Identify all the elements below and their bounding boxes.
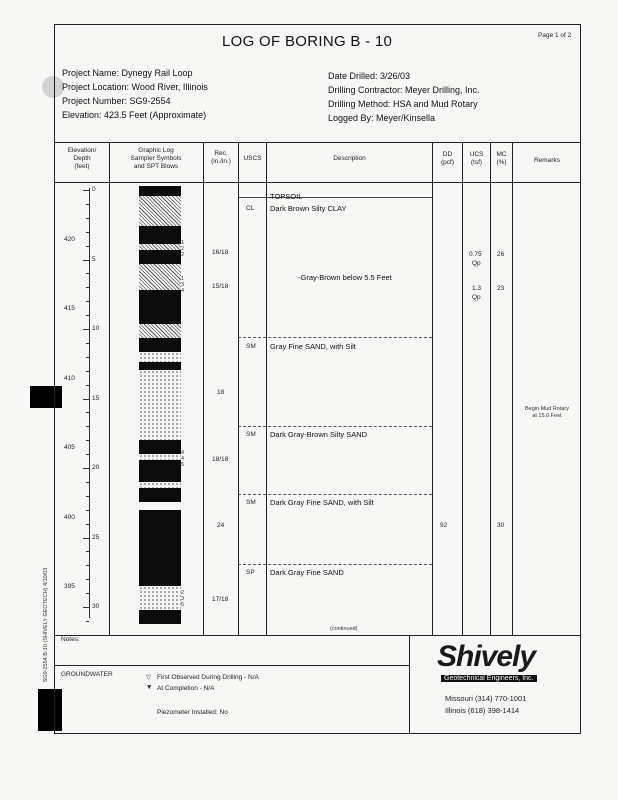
drilling-contractor: Drilling Contractor: Meyer Drilling, Inc. [328, 85, 480, 95]
sample-block [139, 250, 181, 264]
spt-blows: 4 4 5 [181, 450, 185, 468]
depth-tick [86, 524, 89, 525]
depth-tick [86, 287, 89, 288]
depth-tick [86, 301, 89, 302]
depth-tick [86, 273, 89, 274]
description-topsoil: TOPSOIL [270, 192, 303, 201]
phone-illinois: Illinois (618) 398-1414 [445, 706, 520, 715]
uscs-code: SM [246, 499, 256, 506]
sand-pattern [139, 370, 181, 440]
stratum-boundary [238, 337, 432, 338]
col-recovery: Rec. (in./in.) [211, 150, 231, 165]
depth-tick [86, 454, 89, 455]
col-graphic-log: Graphic Log Sampler Symbols and SPT Blows [130, 147, 182, 170]
groundwater-first: First Observed During Drilling - N/A [157, 674, 259, 681]
stratum-boundary [238, 197, 432, 198]
company-logo-sub: Geotechnical Engineers, Inc. [441, 675, 537, 682]
stratum-boundary [238, 564, 432, 565]
uscs-code: SM [246, 431, 256, 438]
depth-tick [83, 399, 89, 400]
ucs-value: 0.75 [469, 251, 482, 258]
sample-block [139, 226, 181, 244]
elevation-label: 420 [64, 236, 75, 243]
groundwater-completion-icon: ▼ [146, 684, 153, 691]
recovery-value: 18 [217, 389, 225, 396]
uscs-code: SM [246, 343, 256, 350]
sand-pattern [139, 352, 181, 362]
depth-tick [86, 315, 89, 316]
piezometer-installed: Piezometer Installed: No [157, 709, 228, 716]
ucs-qp: Qp [472, 294, 481, 301]
clay-hatch [139, 264, 181, 290]
project-number: Project Number: SG9-2554 [62, 96, 171, 106]
depth-tick [86, 246, 89, 247]
groundwater-completion: At Completion - N/A [157, 685, 215, 692]
recovery-value: 15/18 [212, 283, 229, 290]
description: Gray Fine SAND, with Silt [270, 342, 356, 351]
depth-tick [86, 440, 89, 441]
description: -Gray-Brown below 5.5 Feet [298, 273, 392, 282]
project-elevation: Elevation: 423.5 Feet (Approximate) [62, 110, 207, 120]
col-elev-depth: Elevation/ Depth (feet) [67, 147, 97, 170]
elevation-label: 410 [64, 375, 75, 382]
continued-note: (continued) [330, 626, 358, 632]
spt-blows: 1 3 4 [181, 276, 185, 294]
depth-label: 25 [92, 534, 100, 541]
depth-tick [86, 357, 89, 358]
col-uscs: USCS [243, 155, 262, 162]
spt-blows: 1 2 2 [181, 240, 185, 258]
depth-label: 30 [92, 603, 100, 610]
spt-blows: 2 3 5 [181, 590, 185, 608]
depth-tick [83, 190, 89, 191]
elevation-label: 400 [64, 514, 75, 521]
stratum-boundary [238, 494, 432, 495]
depth-tick [86, 204, 89, 205]
remark-mud-rotary: Begin Mud Rotary at 15.0 Feet [524, 406, 570, 419]
col-ucs: UCS (tsf) [469, 151, 484, 166]
col-description: Description [333, 155, 366, 162]
sample-block [139, 440, 181, 454]
logged-by: Logged By: Meyer/Kinsella [328, 113, 436, 123]
depth-tick [86, 482, 89, 483]
uscs-code: SP [246, 569, 255, 576]
sample-block [139, 362, 181, 370]
mc-value: 30 [497, 522, 505, 529]
description: Dark Gray-Brown Silty SAND [270, 430, 368, 439]
depth-tick [86, 510, 89, 511]
depth-tick [86, 232, 89, 233]
depth-axis [89, 188, 90, 618]
ucs-value: 1.3 [472, 285, 482, 292]
elevation-label: 395 [64, 583, 75, 590]
notes-label: Notes: [61, 636, 80, 643]
side-stamp: SG9-2554 B-10 (SHIVELY GEOTECH) 4/10/03 [43, 567, 49, 683]
depth-tick [86, 496, 89, 497]
clay-hatch [139, 196, 181, 226]
depth-tick [86, 426, 89, 427]
sample-block [139, 186, 181, 196]
depth-tick [86, 621, 89, 622]
depth-label: 15 [92, 395, 100, 402]
depth-tick [83, 468, 89, 469]
page-number: Page 1 of 2 [538, 32, 572, 39]
groundwater-first-icon: ▽ [146, 674, 151, 681]
depth-tick [83, 329, 89, 330]
sample-block [139, 610, 181, 624]
dd-value: 92 [440, 522, 448, 529]
groundwater-label: GROUNDWATER [61, 671, 113, 678]
clay-hatch [139, 324, 181, 338]
depth-tick [86, 385, 89, 386]
depth-tick [86, 551, 89, 552]
mc-value: 23 [497, 285, 505, 292]
project-name: Project Name: Dynegy Rail Loop [62, 68, 193, 78]
depth-tick [86, 218, 89, 219]
sample-block [139, 460, 181, 482]
recovery-value: 17/18 [212, 596, 229, 603]
depth-tick [83, 538, 89, 539]
depth-tick [86, 412, 89, 413]
recovery-value: 24 [217, 522, 225, 529]
depth-tick [86, 343, 89, 344]
uscs-code: CL [246, 205, 255, 212]
date-drilled: Date Drilled: 3/26/03 [328, 71, 411, 81]
sample-block [139, 510, 181, 586]
sample-block [139, 290, 181, 324]
recovery-value: 16/18 [212, 249, 229, 256]
report-title: LOG OF BORING B - 10 [222, 33, 393, 50]
col-remarks: Remarks [533, 157, 560, 164]
depth-label: 10 [92, 325, 100, 332]
form-frame [54, 24, 581, 734]
depth-label: 5 [92, 256, 96, 263]
elevation-label: 405 [64, 444, 75, 451]
description: Dark Gray Fine SAND [270, 568, 344, 577]
depth-tick [86, 579, 89, 580]
col-moisture: MC (%) [496, 151, 507, 166]
company-logo: Shively [437, 640, 536, 673]
ucs-qp: Qp [472, 260, 481, 267]
depth-label: 20 [92, 464, 100, 471]
description: Dark Brown Silty CLAY [270, 204, 347, 213]
sample-block [139, 338, 181, 352]
depth-tick [83, 260, 89, 261]
depth-tick [86, 565, 89, 566]
depth-label: 0 [92, 186, 96, 193]
depth-tick [86, 371, 89, 372]
recovery-value: 18/18 [212, 456, 229, 463]
col-dry-density: DD (pcf) [441, 151, 454, 166]
depth-tick [83, 607, 89, 608]
stratum-boundary [238, 426, 432, 427]
description: Dark Gray Fine SAND, with Silt [270, 498, 374, 507]
sand-pattern [139, 586, 181, 610]
elevation-label: 415 [64, 305, 75, 312]
sample-block [139, 488, 181, 502]
mc-value: 26 [497, 251, 505, 258]
project-location: Project Location: Wood River, Illinois [62, 82, 208, 92]
phone-missouri: Missouri (314) 770-1001 [445, 694, 527, 703]
drilling-method: Drilling Method: HSA and Mud Rotary [328, 99, 478, 109]
depth-tick [86, 593, 89, 594]
